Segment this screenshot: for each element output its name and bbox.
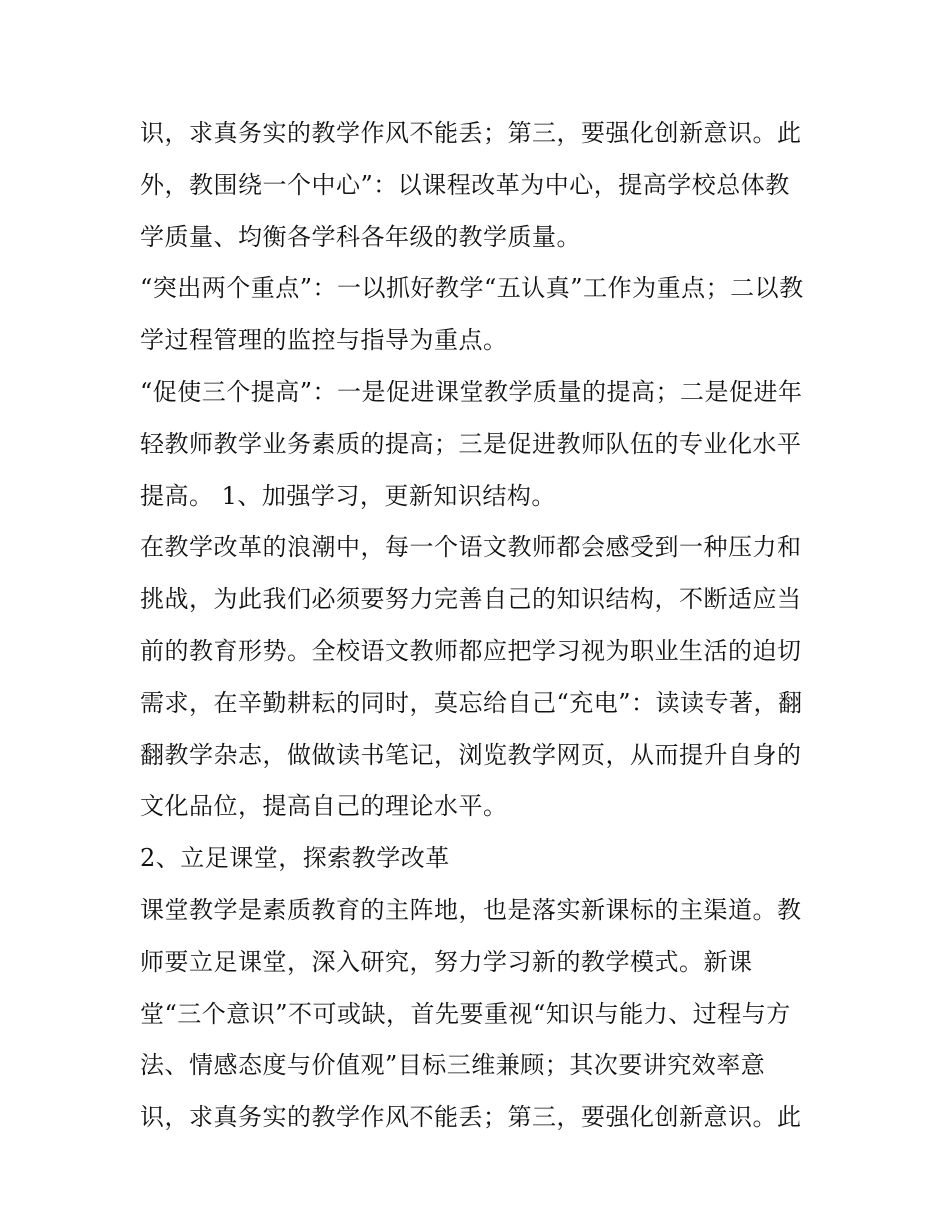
text-line: 学质量、均衡各学科各年级的教学质量。: [140, 222, 581, 251]
text-line: 挑战，为此我们必须要努力完善自己的知识结构，不断适应当: [140, 585, 802, 614]
text-line: 轻教师教学业务素质的提高；三是促进教师队伍的专业化水平: [140, 429, 802, 458]
text-line: 课堂教学是素质教育的主阵地，也是落实新课标的主渠道。教: [140, 895, 802, 924]
text-line: 识，求真务实的教学作风不能丢；第三，要强化创新意识。此: [140, 119, 802, 147]
text-line: “促使三个提高”：一是促进课堂教学质量的提高；二是促进年: [140, 377, 803, 406]
text-line: 外，教围绕一个中心”：以课程改革为中心，提高学校总体教: [140, 170, 790, 199]
text-line: 翻教学杂志，做做读书笔记，浏览教学网页，从而提升自身的: [140, 740, 802, 769]
text-line: 堂“三个意识”不可或缺，首先要重视“知识与能力、过程与方: [140, 999, 791, 1028]
text-line: 法、情感态度与价值观”目标三维兼顾；其次要讲究效率意: [140, 1051, 766, 1080]
text-line: 2、立足课堂，探索教学改革: [140, 844, 450, 873]
text-line: 师要立足课堂，深入研究，努力学习新的教学模式。新课: [140, 947, 753, 976]
body-text: [140, 108, 820, 1144]
text-line: 在教学改革的浪潮中，每一个语文教师都会感受到一种压力和: [140, 533, 802, 562]
text-line: “突出两个重点”：一以抓好教学“五认真”工作为重点；二以教: [140, 274, 804, 303]
text-line: 文化品位，提高自己的理论水平。: [140, 792, 508, 821]
text-line: 学过程管理的监控与指导为重点。: [140, 326, 508, 355]
text-line: 前的教育形势。全校语文教师都应把学习视为职业生活的迫切: [140, 636, 802, 665]
text-line: 需求，在辛勤耕耘的同时，莫忘给自己“充电”：读读专著，翻: [140, 688, 803, 717]
text-line: 提高。 1、加强学习，更新知识结构。: [140, 481, 556, 510]
text-line: 识，求真务实的教学作风不能丢；第三，要强化创新意识。此: [140, 1103, 802, 1132]
